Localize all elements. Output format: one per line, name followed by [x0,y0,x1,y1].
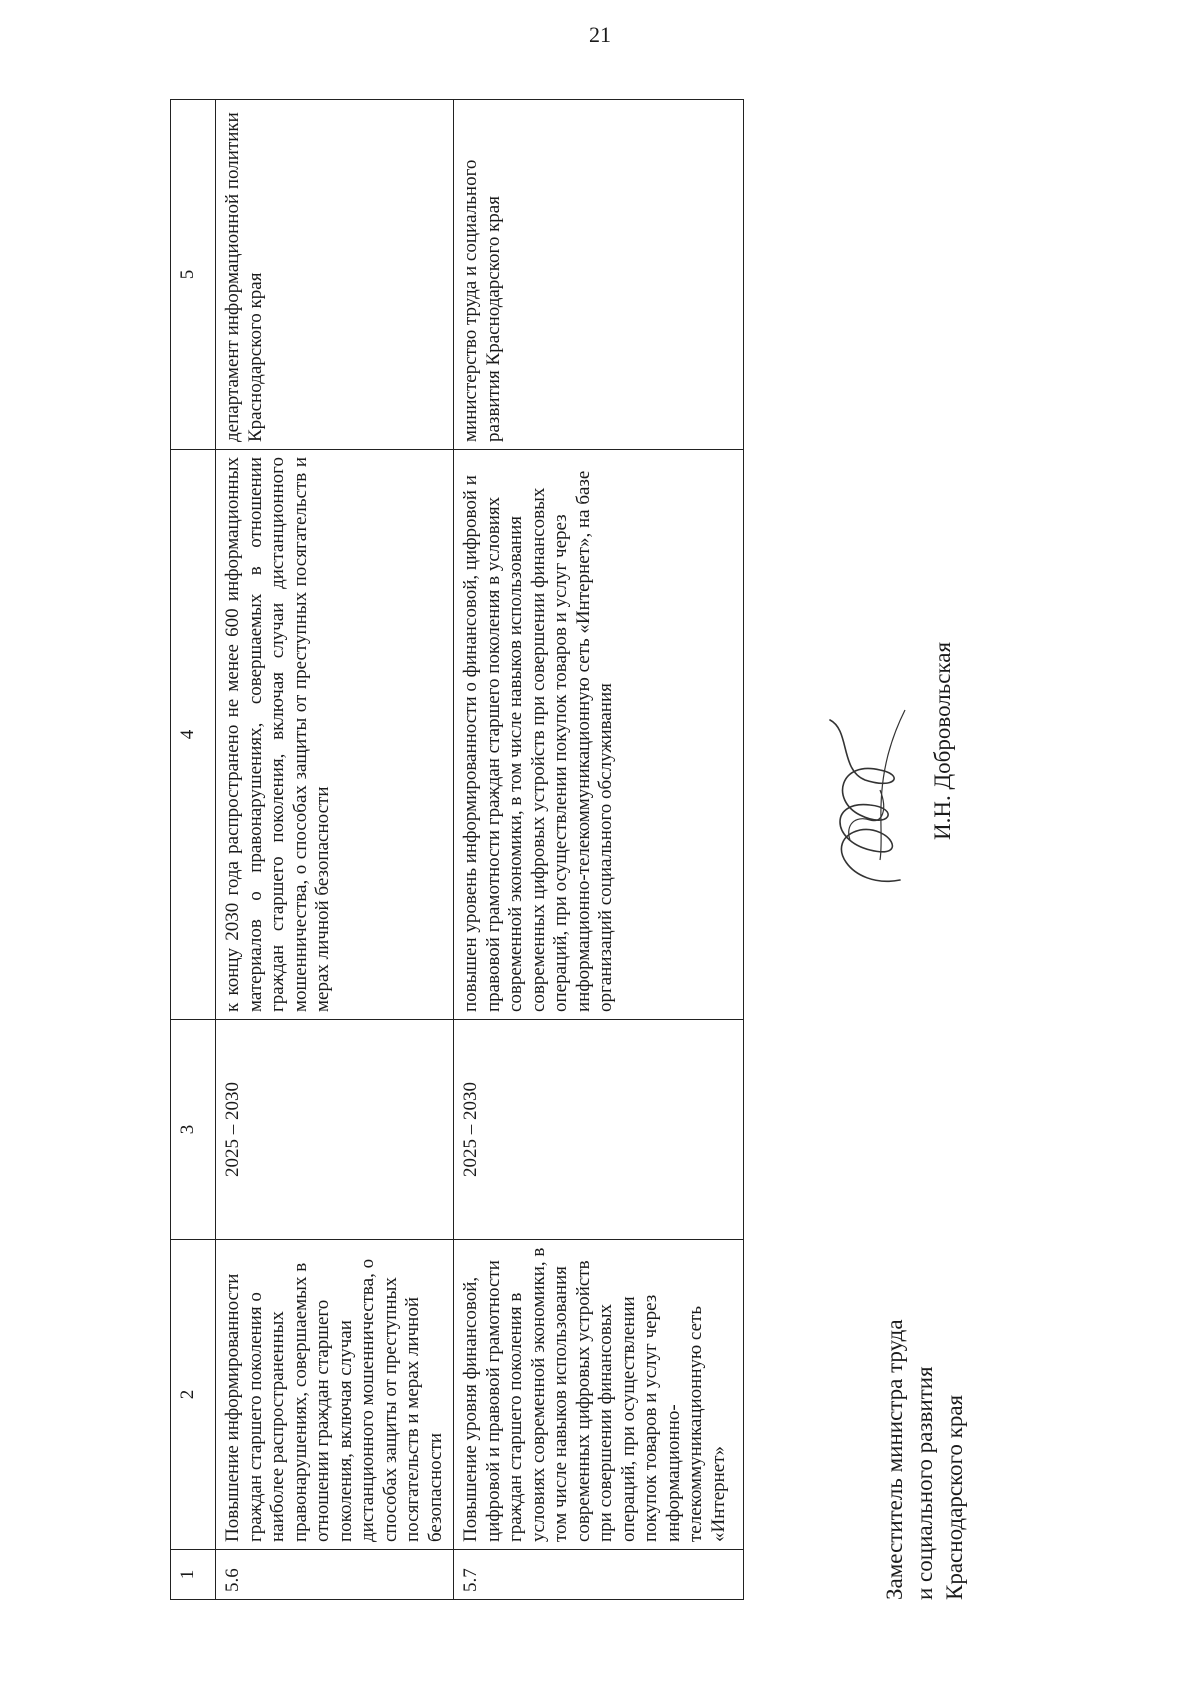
measures-table [170,99,744,1600]
executor-text: департамент информационной политики Краснодарского края [216,100,454,450]
table-header-row [171,100,216,1600]
signer-name: И.Н. Добровольская [930,641,955,840]
page-number: 21 [589,22,611,47]
header-col-5: 5 [171,100,216,450]
position-line: Заместитель министра труда [882,1319,907,1600]
period-text: 2025 – 2030 [216,1020,454,1240]
measure-text: Повышение информированности граждан старшего поколения о наиболее распространенных правонарушениях, совершаемых в отношении граждан старшего поколения, включая случаи дистанционного мошенничества, о способах защиты от преступных посягательств и мерах личной безопасности [216,1240,454,1550]
table-row [454,100,744,1600]
result-text: повышен уровень информированности о финансовой, цифровой и правовой грамотности граждан старшего поколения в условиях современной экономики, в том числе навыков использования современных цифровых устройств при совершении финансовых операций, при осуществлении покупок товаров и услуг через информационно-телекоммуникационную сеть «Интернет», на базе организаций социального обслуживания [454,450,744,1020]
header-col-4: 4 [171,450,216,1020]
period-text: 2025 – 2030 [454,1020,744,1240]
row-number: 5.6 [216,1550,454,1600]
position-line: Краснодарского края [942,1394,967,1600]
header-col-1: 1 [171,1550,216,1600]
header-col-2: 2 [171,1240,216,1550]
position-line: и социального развития [912,1366,937,1600]
header-col-3: 3 [171,1020,216,1240]
executor-text: министерство труда и социального развития Краснодарского края [454,100,744,450]
rotated-page-content [170,100,1200,1600]
table-row [216,100,454,1600]
handwritten-signature [810,700,930,900]
result-text: к концу 2030 года распространено не менее 600 информационных материалов о правонарушениях, совершаемых в отношении граждан старшего поколения, включая случаи дистанционного мошенничества, о способах защиты от преступных посягательств и мерах личной безопасности [216,450,454,1020]
measure-text: Повышение уровня финансовой, цифровой и правовой грамотности граждан старшего поколения в условиях современной экономики, в том числе навыков использования современных цифровых устройств при совершении финансовых операций, при осуществлении покупок товаров и услуг через информационно-телекоммуникационную сеть «Интернет» [454,1240,744,1550]
row-number: 5.7 [454,1550,744,1600]
signer-position [880,1319,970,1600]
